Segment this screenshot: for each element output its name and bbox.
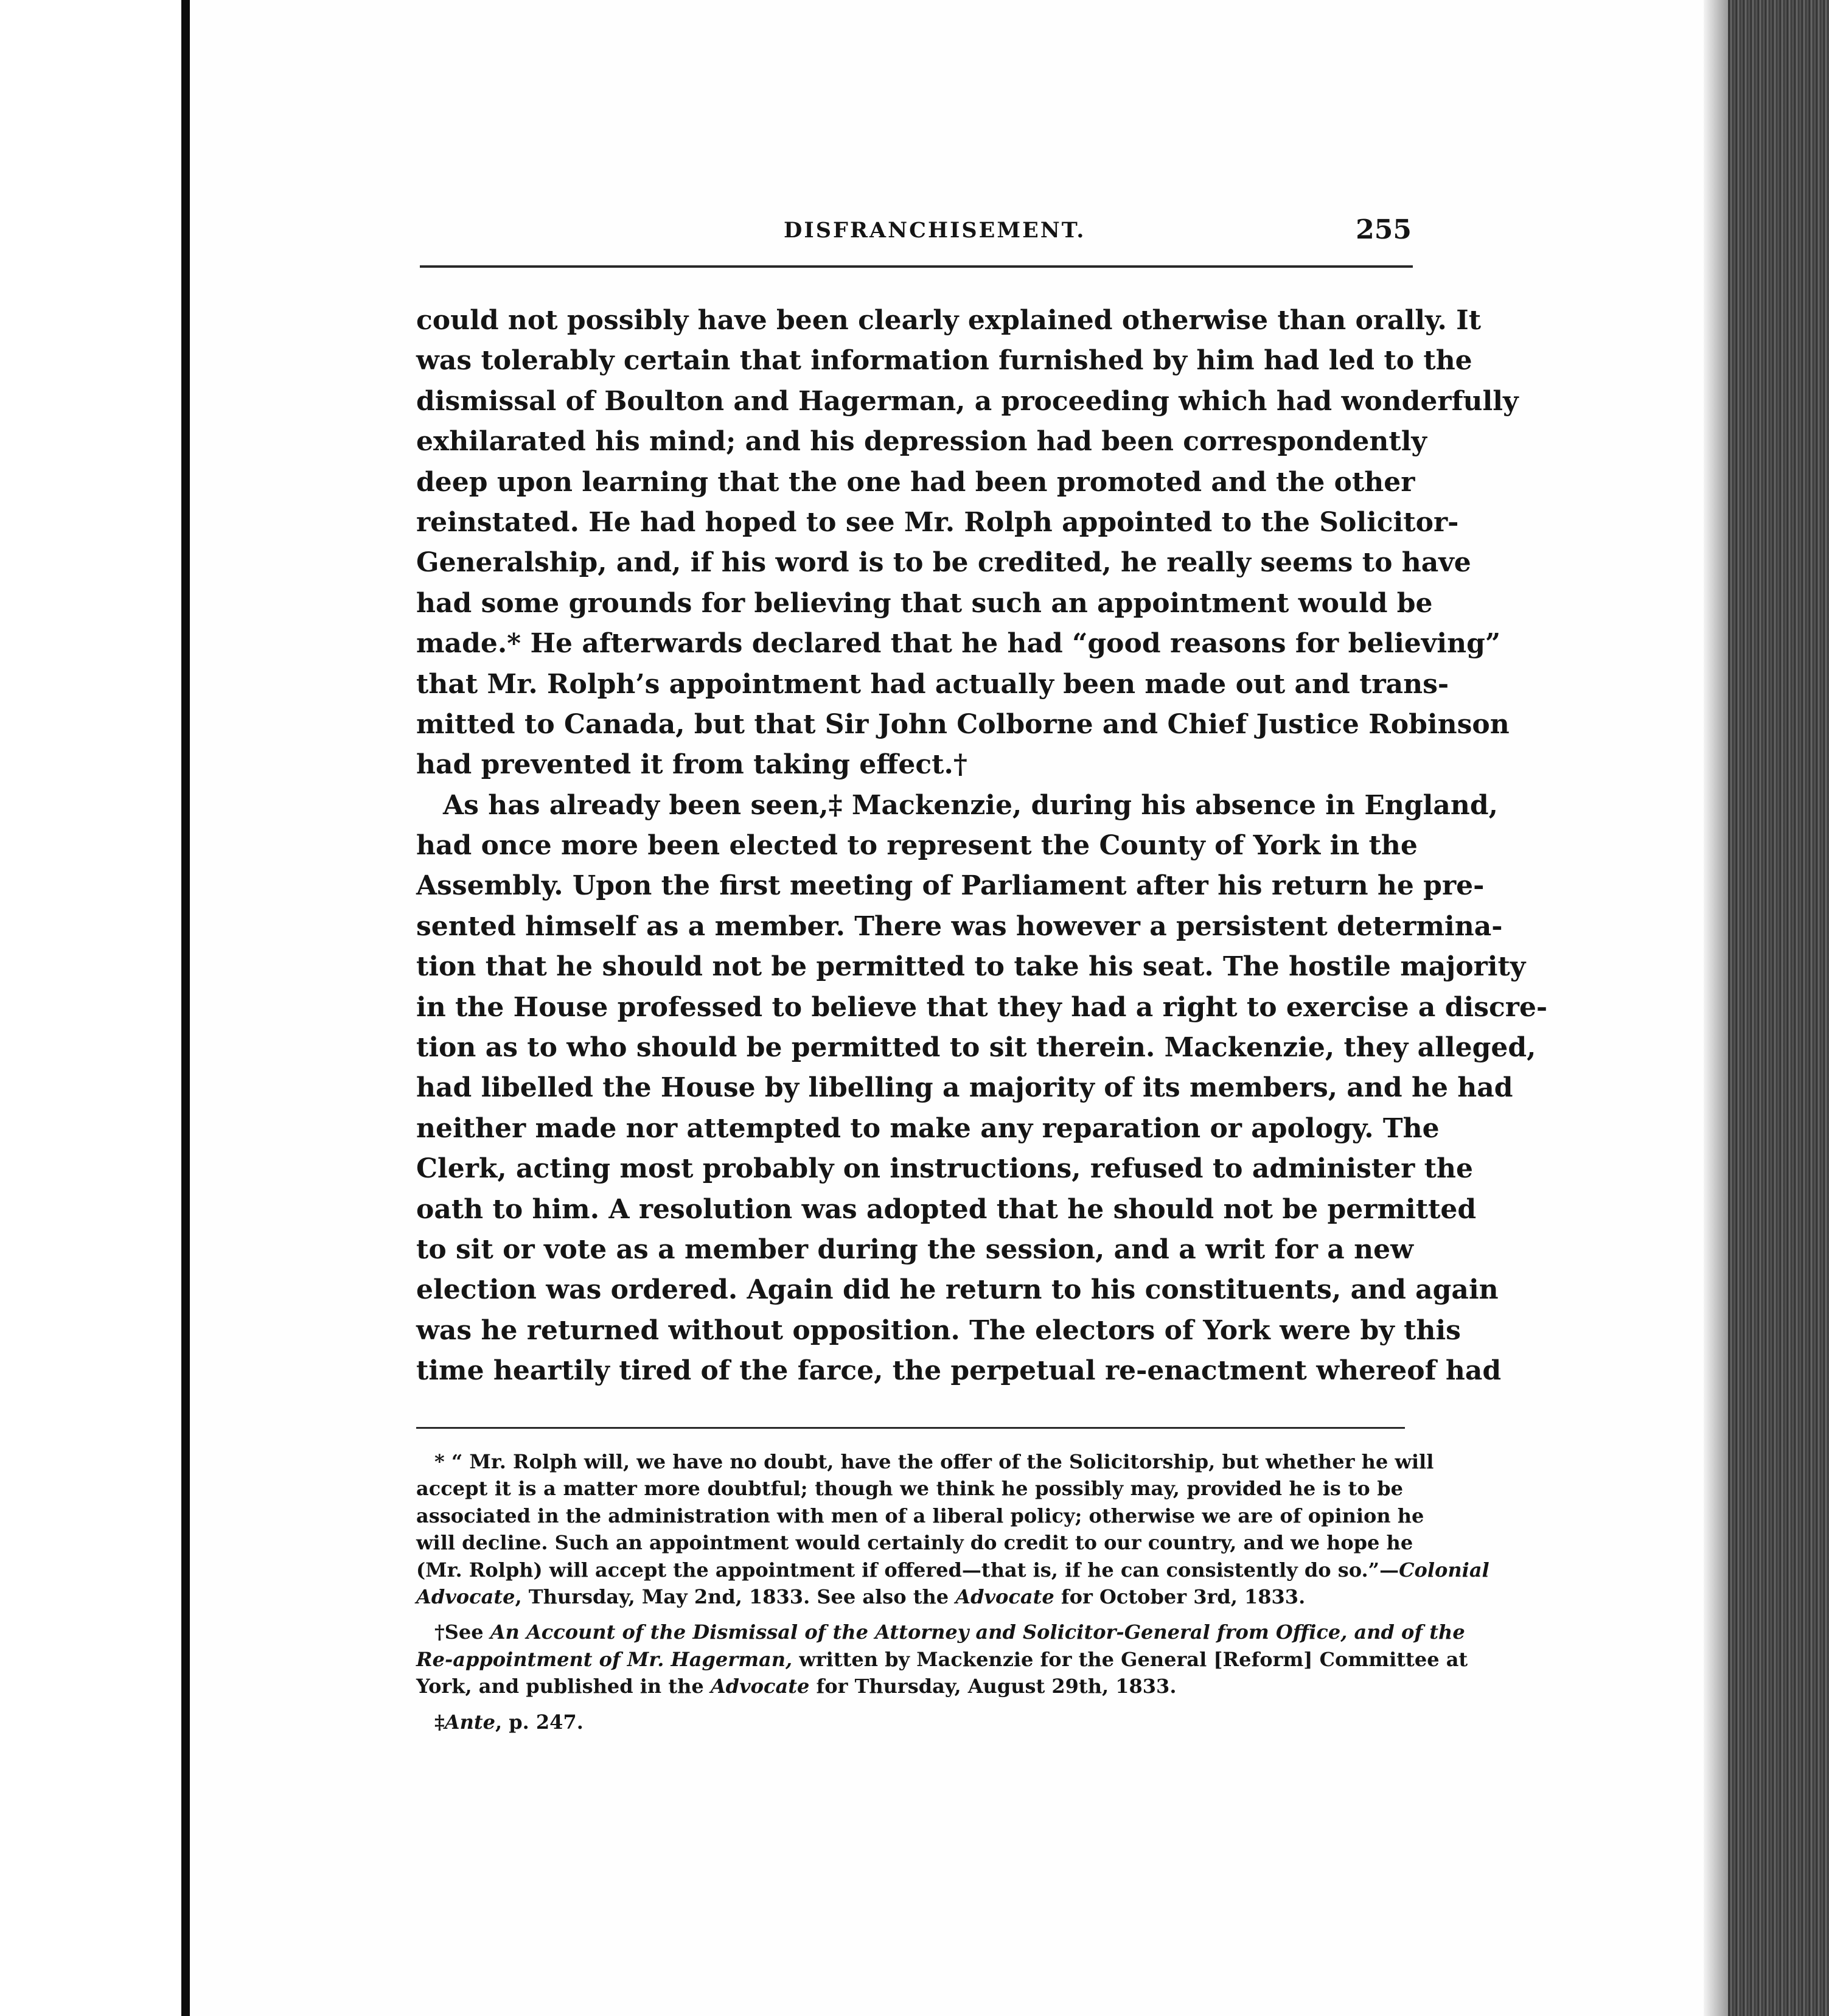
footnote-italic: Advocate	[710, 1675, 810, 1698]
page-number: 255	[1356, 214, 1412, 245]
footnote-italic: Advocate	[955, 1585, 1054, 1608]
footnote-text: York, and published in the	[416, 1675, 711, 1698]
body-line: Assembly. Upon the first meeting of Parliament after his return he pre-	[416, 870, 1485, 902]
footnote-line	[416, 1557, 1489, 1583]
footnote-text: written by Mackenzie for the General [Reform] Committee at	[792, 1647, 1468, 1671]
footnote-line: associated in the administration with men of a liberal policy; otherwise we are of opinion he	[416, 1504, 1424, 1527]
footnote-line	[416, 1646, 1468, 1673]
body-line: sented himself as a member. There was however a persistent determina-	[416, 910, 1503, 942]
footnote-mark: ‡	[434, 1710, 445, 1734]
body-line: to sit or vote as a member during the session, and a writ for a new	[416, 1233, 1413, 1265]
running-title: DISFRANCHISEMENT.	[784, 218, 1086, 243]
page-edges	[1704, 0, 1829, 2016]
body-line: tion as to who should be permitted to sit therein. Mackenzie, they alleged,	[416, 1032, 1536, 1064]
footnote-text: , Thursday, May 2nd, 1833. See also the	[515, 1585, 956, 1608]
body-line: was he returned without opposition. The electors of York were by this	[416, 1314, 1461, 1346]
footnote-text: for Thursday, August 29th, 1833.	[809, 1675, 1177, 1698]
footnote-italic: An Account of the Dismissal of the Attorney and Solicitor-General from Office, and of the	[490, 1620, 1465, 1644]
footnote-italic: Ante	[444, 1710, 495, 1734]
page-edge-shade	[1704, 0, 1728, 2016]
left-page-margin	[0, 0, 184, 2016]
body-line: had prevented it from taking effect.†	[416, 749, 967, 781]
body-line: made.* He afterwards declared that he had “good reasons for believing”	[416, 628, 1501, 660]
body-line: was tolerably certain that information furnished by him had led to the	[416, 345, 1472, 377]
footnote-rule	[416, 1427, 1405, 1429]
footnote-italic: Colonial	[1399, 1558, 1489, 1582]
body-line: neither made nor attempted to make any reparation or apology. The	[416, 1112, 1440, 1144]
footnote-line: accept it is a matter more doubtful; though we think he possibly may, provided he is to be	[416, 1477, 1403, 1501]
footnote-italic: Re-appointment of Mr. Hagerman,	[416, 1647, 793, 1671]
footnote-line: * “ Mr. Rolph will, we have no doubt, have the offer of the Solicitorship, but whether he will	[434, 1450, 1434, 1473]
footnote-italic: Advocate	[416, 1585, 515, 1608]
footnote-line	[416, 1673, 1403, 1700]
footnote-line	[416, 1583, 1403, 1610]
body-line: As has already been seen,‡ Mackenzie, during his absence in England,	[443, 789, 1498, 821]
page-header	[419, 214, 1412, 257]
body-line: Generalship, and, if his word is to be credited, he really seems to have	[416, 547, 1471, 579]
body-line: election was ordered. Again did he return to his constituents, and again	[416, 1274, 1499, 1306]
footnotes	[416, 1448, 1489, 1735]
body-line: tion that he should not be permitted to take his seat. The hostile majority	[416, 951, 1526, 983]
body-text	[416, 301, 1548, 1392]
body-line: mitted to Canada, but that Sir John Colborne and Chief Justice Robinson	[416, 708, 1510, 740]
body-line: time heartily tired of the farce, the perpetual re-enactment whereof had	[416, 1355, 1502, 1387]
body-line: in the House professed to believe that they had a right to exercise a discre-	[416, 991, 1548, 1023]
footnote-text: , p. 247.	[495, 1710, 584, 1734]
header-rule	[420, 265, 1413, 268]
body-line: exhilarated his mind; and his depression had been correspondently	[416, 426, 1427, 458]
body-line: deep upon learning that the one had been promoted and the other	[416, 466, 1415, 498]
footnote-text: (Mr. Rolph) will accept the appointment if offered—that is, if he can consistently do so.”—	[416, 1558, 1399, 1582]
body-line: that Mr. Rolph’s appointment had actually been made out and trans-	[416, 668, 1449, 700]
body-line: had once more been elected to represent the County of York in the	[416, 830, 1418, 862]
binding-shadow	[181, 0, 190, 2016]
footnote-text: for October 3rd, 1833.	[1054, 1585, 1306, 1608]
footnote-line	[416, 1709, 1403, 1735]
footnote-mark: †See	[434, 1620, 490, 1644]
footnote-line: will decline. Such an appointment would certainly do credit to our country, and we hope he	[416, 1531, 1413, 1555]
body-line: had libelled the House by libelling a majority of its members, and he had	[416, 1072, 1513, 1104]
body-line: could not possibly have been clearly explained otherwise than orally. It	[416, 305, 1482, 336]
body-line: reinstated. He had hoped to see Mr. Rolph appointed to the Solicitor-	[416, 506, 1459, 538]
footnote-line	[416, 1619, 1465, 1645]
body-line: had some grounds for believing that such an appointment would be	[416, 587, 1433, 619]
body-line: dismissal of Boulton and Hagerman, a proceeding which had wonderfully	[416, 385, 1519, 417]
body-line: Clerk, acting most probably on instructions, refused to administer the	[416, 1153, 1473, 1185]
body-line: oath to him. A resolution was adopted that he should not be permitted	[416, 1193, 1477, 1225]
